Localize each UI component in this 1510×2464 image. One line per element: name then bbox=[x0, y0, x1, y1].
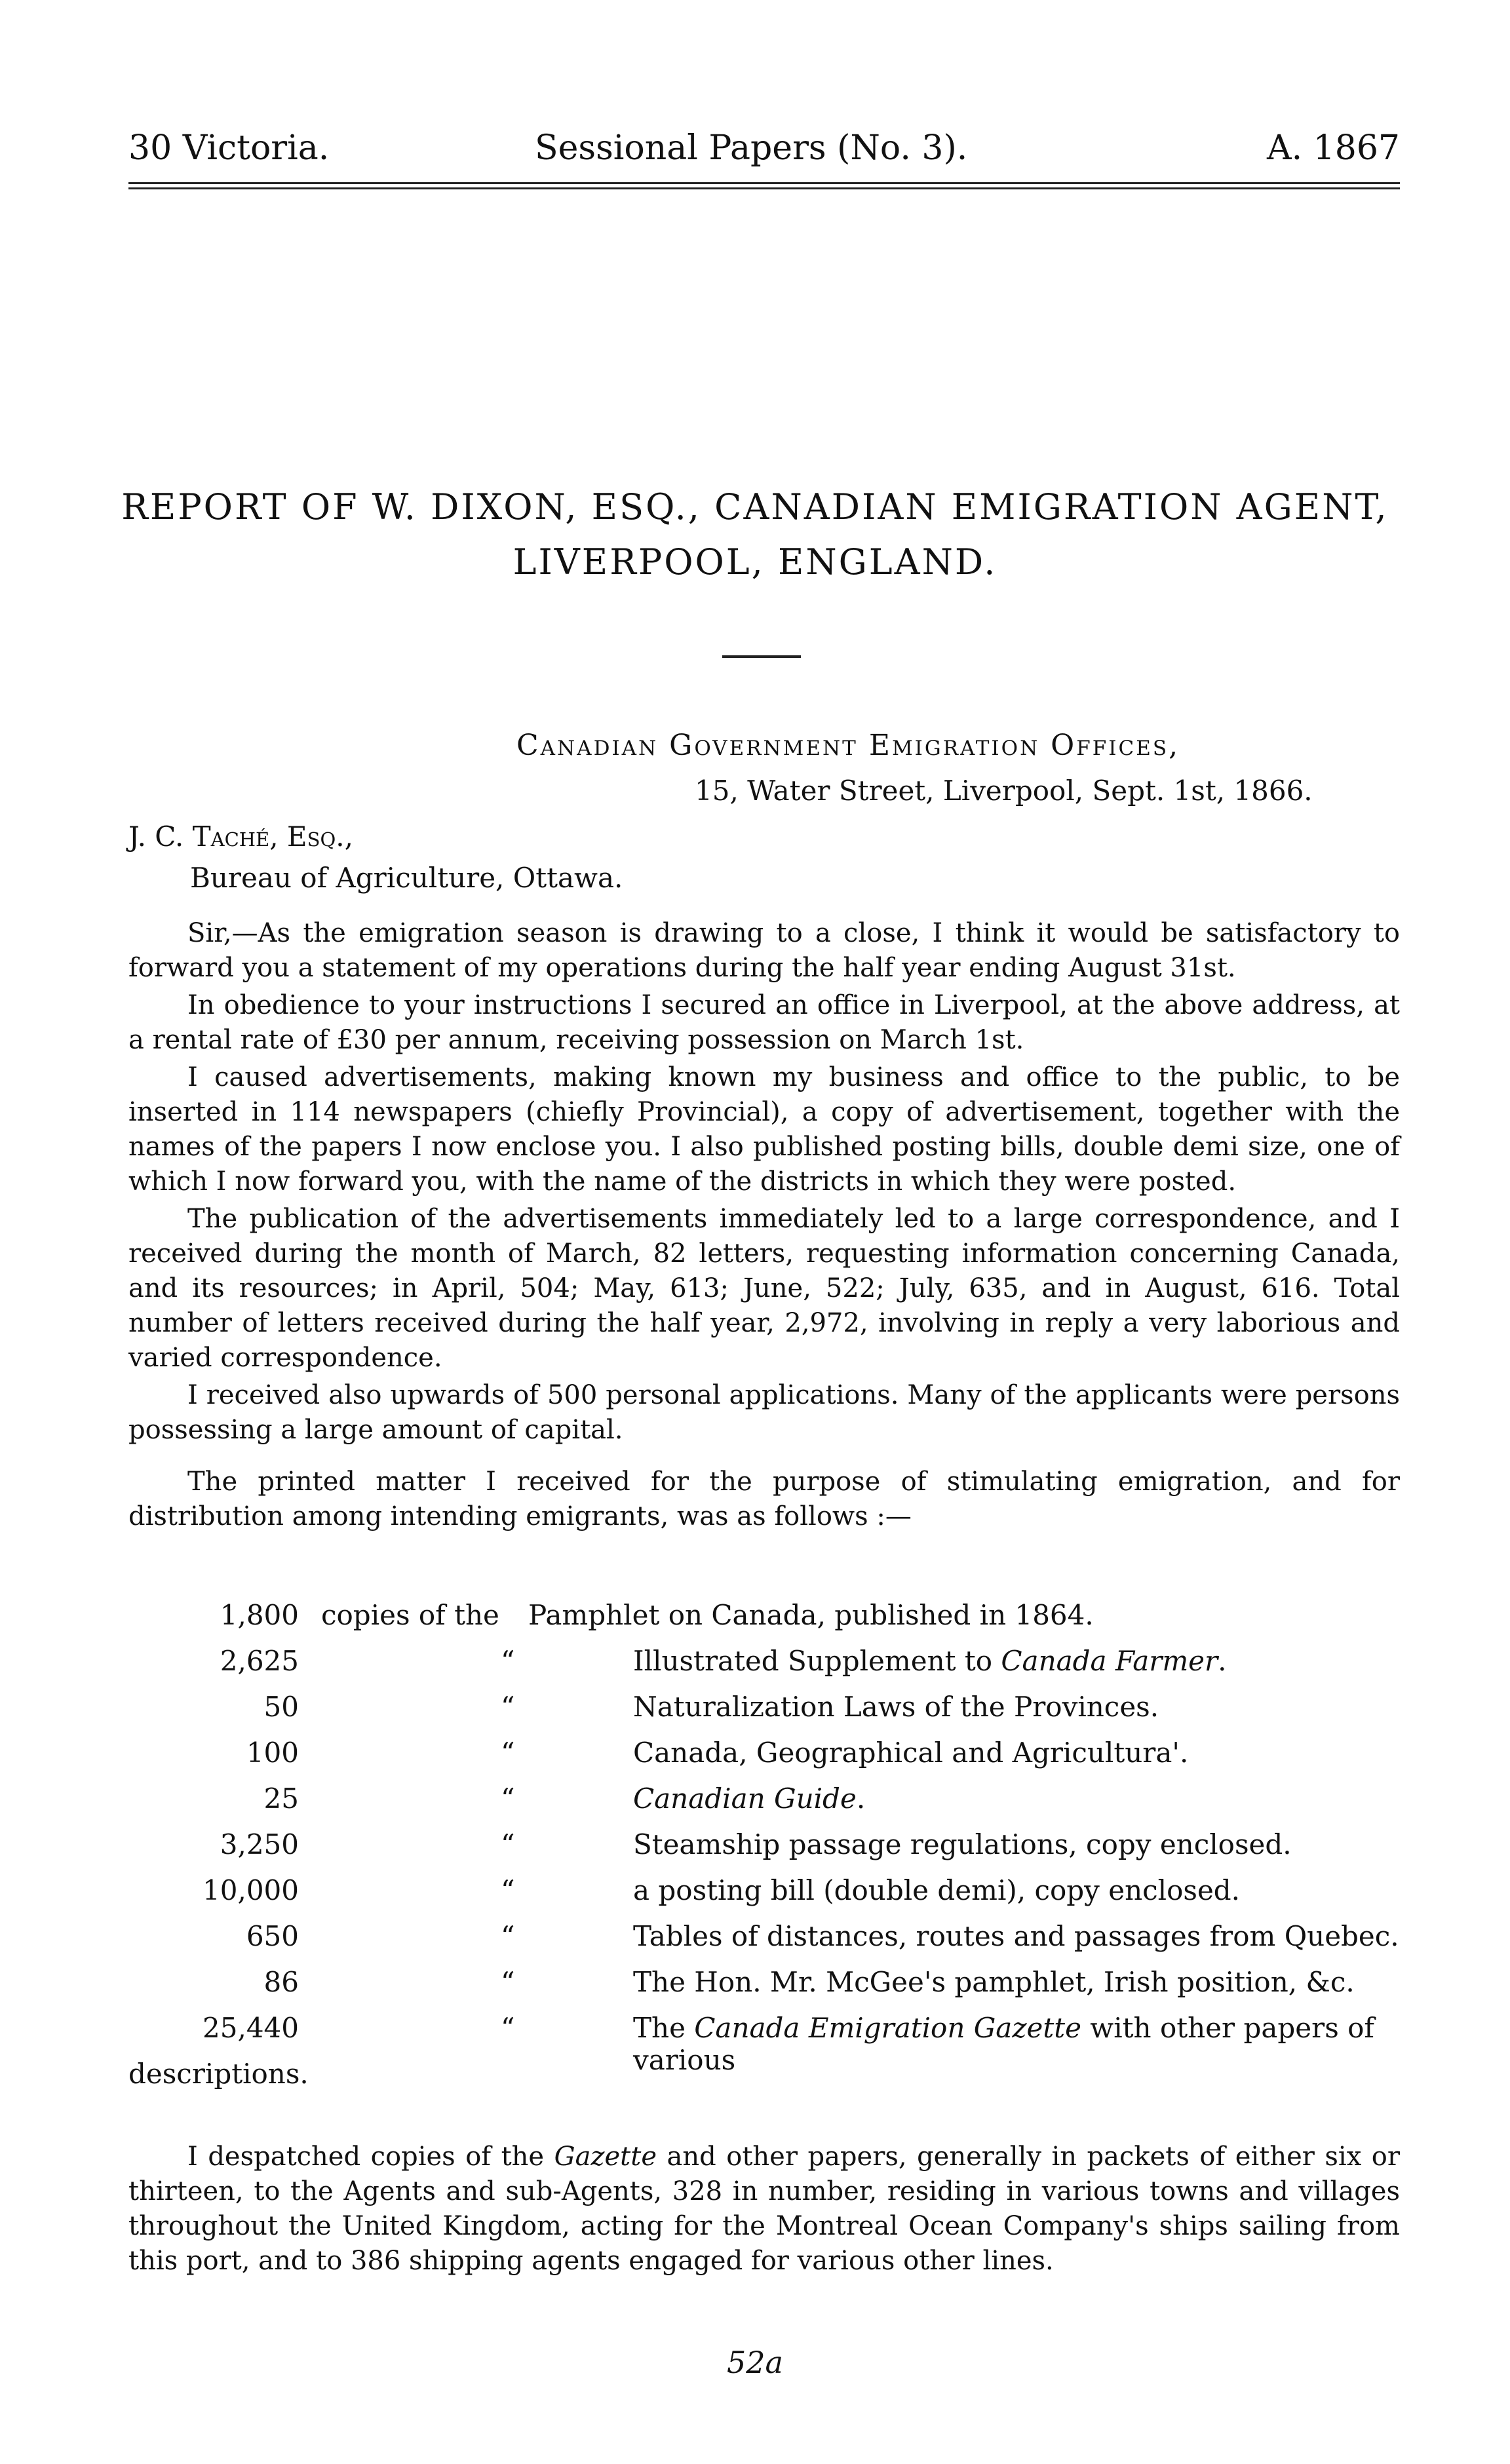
printed-matter-intro bbox=[128, 1465, 1400, 1537]
item-quantity: 25,440 bbox=[203, 2012, 299, 2044]
item-quantity: 3,250 bbox=[220, 1828, 299, 1860]
closing-paragraph bbox=[128, 2140, 1400, 2281]
list-item bbox=[128, 1782, 1400, 1828]
list-item bbox=[128, 1645, 1400, 1691]
paragraph: I received also upwards of 500 personal applications. Many of the applicants were persons possessing a large amount of capital. bbox=[128, 1380, 1400, 1445]
item-quantity: 10,000 bbox=[203, 1874, 299, 1906]
addressee-prefix: J. C. bbox=[128, 820, 193, 853]
ditto-mark: “ bbox=[501, 1782, 515, 1815]
item-description: Naturalization Laws of the Provinces. bbox=[633, 1691, 1159, 1723]
item-description: Pamphlet on Canada, published in 1864. bbox=[528, 1599, 1094, 1631]
printed-matter-list bbox=[128, 1599, 1400, 2090]
addressee-bureau: Bureau of Agriculture, Ottawa. bbox=[190, 862, 623, 894]
office-name: Canadian Government Emigration Offices, bbox=[516, 729, 1180, 762]
paragraph: The printed matter I received for the purpose of stimulating emigration, and for distribution among intending emigrants, was as follows :— bbox=[128, 1467, 1400, 1531]
ditto-mark: “ bbox=[501, 1874, 515, 1906]
year-label: A. 1867 bbox=[1267, 128, 1400, 168]
ditto-mark: “ bbox=[501, 1920, 515, 1952]
list-item bbox=[128, 1874, 1400, 1920]
list-item bbox=[128, 1737, 1400, 1782]
list-tail: descriptions. bbox=[128, 2058, 309, 2090]
running-head bbox=[128, 128, 1400, 181]
item-quantity: 650 bbox=[246, 1920, 299, 1952]
item-description: The Canada Emigration Gazette with other papers of various bbox=[633, 2012, 1374, 2076]
ditto-mark: “ bbox=[501, 2012, 515, 2044]
report-title: REPORT OF W. DIXON, ESQ., CANADIAN EMIGRATION AGENT, bbox=[121, 486, 1389, 528]
item-description: Canada, Geographical and Agricultura'. bbox=[633, 1737, 1189, 1769]
item-lead: copies of the bbox=[321, 1599, 499, 1631]
ditto-mark: “ bbox=[501, 1828, 515, 1860]
header-rule-top bbox=[128, 182, 1400, 184]
list-item bbox=[128, 1920, 1400, 1966]
ditto-mark: “ bbox=[501, 1645, 515, 1677]
letter-body bbox=[128, 916, 1400, 1450]
paragraph: I caused advertisements, making known my business and office to the public, to be inserted in 114 newspapers (chiefly Provincial), a copy of advertisement, together with the names of the papers I now enclose you. I also published posting bills, double demi size, one of which I now forward you, with the name of the districts in which they were posted. bbox=[128, 1062, 1400, 1197]
item-quantity: 1,800 bbox=[220, 1599, 299, 1631]
addressee bbox=[128, 820, 353, 853]
ditto-mark: “ bbox=[501, 1966, 515, 1998]
item-description: The Hon. Mr. McGee's pamphlet, Irish position, &c. bbox=[633, 1966, 1355, 1998]
office-address-date: 15, Water Street, Liverpool, Sept. 1st, 1866. bbox=[695, 775, 1313, 807]
addressee-name: Taché bbox=[192, 820, 270, 853]
addressee-suffix: , Esq., bbox=[269, 820, 353, 853]
session-label: 30 Victoria. bbox=[128, 128, 330, 168]
item-description: a posting bill (double demi), copy enclosed. bbox=[633, 1874, 1241, 1906]
header-rule-bottom bbox=[128, 187, 1400, 189]
title-divider bbox=[722, 655, 801, 658]
item-description: Canadian Guide. bbox=[633, 1782, 866, 1815]
item-quantity: 2,625 bbox=[220, 1645, 299, 1677]
paragraph: The publication of the advertisements immediately led to a large correspondence, and I received during the month of March, 82 letters, requesting information concerning Canada, and its resources; in April, 504; May, 613; June, 522; July, 635, and in August, 616. Total number of letters received during the half year, 2,972, involving in reply a very laborious and varied correspondence. bbox=[128, 1204, 1400, 1373]
item-quantity: 25 bbox=[263, 1782, 299, 1815]
item-quantity: 100 bbox=[246, 1737, 299, 1769]
item-description: Illustrated Supplement to Canada Farmer. bbox=[633, 1645, 1227, 1677]
item-quantity: 50 bbox=[263, 1691, 299, 1723]
list-item bbox=[128, 1966, 1400, 2012]
list-item bbox=[128, 1828, 1400, 1874]
ditto-mark: “ bbox=[501, 1737, 515, 1769]
paragraph: In obedience to your instructions I secured an office in Liverpool, at the above address, at a rental rate of £30 per annum, receiving possession on March 1st. bbox=[128, 990, 1400, 1055]
sessional-papers-label: Sessional Papers (No. 3). bbox=[535, 128, 968, 168]
list-item bbox=[128, 1599, 1400, 1645]
item-quantity: 86 bbox=[263, 1966, 299, 1998]
report-subtitle: LIVERPOOL, ENGLAND. bbox=[513, 541, 997, 583]
item-description: Tables of distances, routes and passages from Quebec. bbox=[633, 1920, 1399, 1952]
ditto-mark: “ bbox=[501, 1691, 515, 1723]
page-folio: 52a bbox=[727, 2345, 783, 2380]
paragraph: Sir,—As the emigration season is drawing to a close, I think it would be satisfactory to forward you a statement of my operations during the half year ending August 31st. bbox=[128, 918, 1400, 983]
item-description: Steamship passage regulations, copy enclosed. bbox=[633, 1828, 1292, 1860]
paragraph: I despatched copies of the Gazette and other papers, generally in packets of either six or thirteen, to the Agents and sub-Agents, 328 in number, residing in various towns and villages throughout the United Kingdom, acting for the Montreal Ocean Company's ships sailing from this port, and to 386 shipping agents engaged for various other lines. bbox=[128, 2142, 1401, 2276]
list-item bbox=[128, 1691, 1400, 1737]
